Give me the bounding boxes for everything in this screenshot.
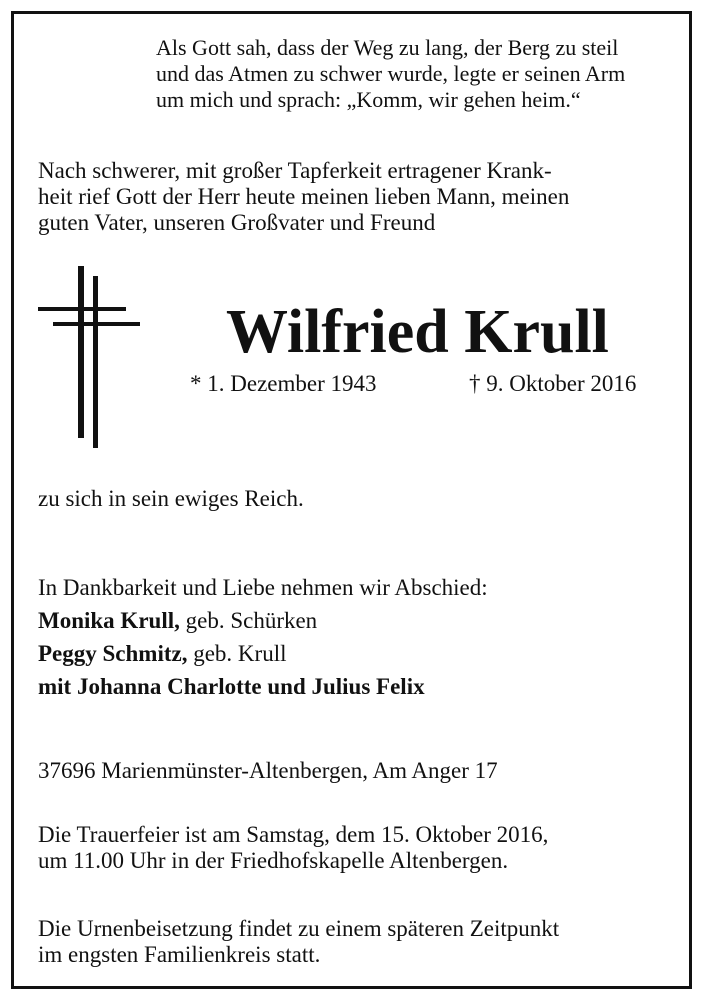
deceased-name: Wilfried Krull bbox=[226, 298, 609, 366]
address-line: 37696 Marienmünster-Altenbergen, Am Anger 17 bbox=[38, 758, 498, 783]
funeral-line: Die Trauerfeier ist am Samstag, dem 15. Oktober 2016, bbox=[38, 822, 549, 847]
funeral-info bbox=[38, 822, 548, 874]
urn-line: Die Urnenbeisetzung findet zu einem späteren Zeitpunkt bbox=[38, 916, 560, 941]
urn-line: im engsten Familienkreis statt. bbox=[38, 942, 321, 967]
motto-line: Als Gott sah, dass der Weg zu lang, der Berg zu steil bbox=[156, 35, 619, 60]
urn-info bbox=[38, 916, 559, 968]
double-cross-icon bbox=[38, 266, 140, 448]
closing-line: zu sich in sein ewiges Reich. bbox=[38, 486, 304, 511]
mourner-name: Peggy Schmitz, bbox=[38, 641, 188, 666]
motto-line: um mich und sprach: „Komm, wir gehen heim.“ bbox=[156, 87, 581, 112]
birth-date: * 1. Dezember 1943 bbox=[190, 371, 377, 396]
mourner-entry bbox=[38, 608, 317, 634]
mourner-name: mit Johanna Charlotte und Julius Felix bbox=[38, 674, 425, 699]
mourner-name: Monika Krull, bbox=[38, 608, 180, 633]
motto-line: und das Atmen zu schwer wurde, legte er seinen Arm bbox=[156, 61, 626, 86]
mourner-note: geb. Schürken bbox=[179, 608, 318, 633]
mourner-entry bbox=[38, 641, 286, 667]
intro-paragraph bbox=[38, 158, 569, 236]
funeral-line: um 11.00 Uhr in der Friedhofskapelle Altenbergen. bbox=[38, 848, 509, 873]
farewell-line: In Dankbarkeit und Liebe nehmen wir Abschied: bbox=[38, 575, 488, 600]
death-date: † 9. Oktober 2016 bbox=[469, 371, 637, 396]
mourner-note: geb. Krull bbox=[187, 641, 287, 666]
intro-line: heit rief Gott der Herr heute meinen lieben Mann, meinen bbox=[38, 184, 570, 209]
motto-verse bbox=[156, 35, 625, 113]
mourner-entry bbox=[38, 674, 425, 700]
intro-line: guten Vater, unseren Großvater und Freund bbox=[38, 210, 436, 235]
intro-line: Nach schwerer, mit großer Tapferkeit ertragener Krank- bbox=[38, 158, 552, 183]
